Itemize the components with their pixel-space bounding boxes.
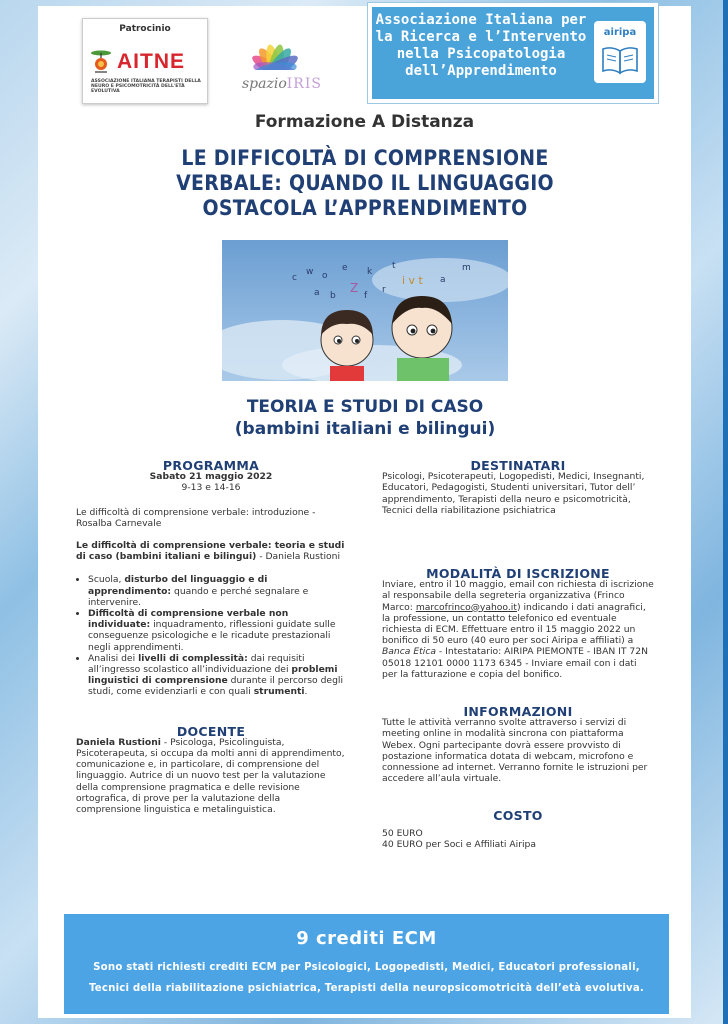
iris-wordmark: spazioIRIS: [242, 76, 322, 92]
aitne-logo: [89, 47, 185, 77]
iscrizione-text: Inviare, entro il 10 maggio, email con richiesta di iscrizione al responsabile della segreteria organizzativa (Frinco Marco: marcofrinco@yahoo.it) indicando i dati anagrafici, la professione, un contatto telefonico ed eventuale richiesta di ECM. Effettuare entro il 15 maggio 2022 un bonifico di 50 euro (40 euro per soci Airipa e affiliati) a Banca Etica - Intestatario: AIRIPA PIEMONTE - IBAN IT 72N 05018 12101 0000 1173 6345 - Inviare email con i dati per la fatturazione e copia del bonifico.: [382, 579, 654, 680]
programma-hours: 9-13 e 14-16: [181, 482, 241, 494]
costo-heading: COSTO: [493, 808, 543, 824]
svg-text:f: f: [364, 291, 368, 301]
svg-text:i v t: i v t: [402, 274, 423, 287]
patrocinio-label: Patrocinio: [119, 24, 171, 34]
programma-item-intro: Le difficoltà di comprensione verbale: introduzione - Rosalba Carnevale: [76, 506, 316, 529]
programma-date: Sabato 21 maggio 2022: [149, 471, 273, 483]
programma-bullet-list: [76, 574, 346, 697]
event-subtitle: TEORIA E STUDI DI CASO (bambini italiani e bilingui): [234, 397, 496, 439]
airipa-logo: airipa: [594, 21, 646, 83]
informazioni-heading: INFORMAZIONI: [463, 704, 573, 720]
email-link[interactable]: marcofrinco@yahoo.it: [415, 601, 517, 613]
svg-text:w: w: [306, 267, 314, 277]
cartoon-children-illustration: [222, 240, 508, 381]
ecm-banner: [64, 914, 669, 1014]
svg-text:a: a: [440, 275, 446, 285]
iscrizione-heading: MODALITÀ DI ISCRIZIONE: [426, 566, 610, 582]
event-title: LE DIFFICOLTÀ DI COMPRENSIONE VERBALE: QUANDO IL LINGUAGGIO OSTACOLA L’APPRENDIMENTO: [176, 146, 554, 220]
programma-heading: PROGRAMMA: [162, 458, 260, 473]
svg-text:k: k: [367, 267, 373, 277]
right-accent-line: [723, 0, 728, 1024]
programma-item-teoria: Le difficoltà di comprensione verbale: teoria e studi di caso (bambini italiani e bilingui) - Daniela Rustioni: [76, 540, 345, 563]
airipa-box: [368, 3, 658, 103]
svg-text:r: r: [382, 285, 386, 295]
docente-bio: Daniela Rustioni - Psicologa, Psicolinguista, Psicoterapeuta, si occupa da molti anni di apprendimento, comunicazione e, in particolare, di comprensione del linguaggio. Autrice di un nuovo test per la valutazione della comprensione pragmatica e delle revisione ortografica, di prove per la valutazione della comprensione linguistica e metalinguistica.: [76, 736, 345, 816]
svg-text:m: m: [462, 263, 471, 273]
svg-text:a: a: [314, 288, 320, 298]
svg-text:t: t: [392, 261, 396, 271]
svg-text:c: c: [292, 273, 297, 283]
svg-text:Z: Z: [350, 281, 359, 295]
airipa-name: Associazione Italiana per la Ricerca e l’Intervento nella Psicopatologia dell’Apprendimento: [375, 12, 587, 79]
destinatari-text: Psicologi, Psicoterapeuti, Logopedisti, Medici, Insegnanti, Educatori, Pedagogisti, Studenti universitari, Tutor dell’ apprendimento, Terapisti della neuro e psicomotricità, Tecnici della riabilitazione psichiatrica: [382, 471, 645, 516]
list-item: • Difficoltà di comprensione verbale non individuate: inquadramento, riflessioni guidate sulle conseguenze psicologiche e le ricadute prestazionali negli apprendimenti.: [88, 608, 346, 653]
costo-line-2: 40 EURO per Soci e Affiliati Airipa: [382, 838, 537, 850]
informazioni-text: Tutte le attività verranno svolte attraverso i servizi di meeting online in modalità sincrona con piattaforma Webex. Ogni partecipante dovrà essere provvisto di postazione informatica dotata di webcam, microfono e connessione ad internet. Verranno fornite le istruzioni per accedere all’aula virtuale.: [382, 717, 648, 785]
event-format: Formazione A Distanza: [254, 112, 475, 132]
ecm-heading: 9 crediti ECM: [296, 928, 437, 949]
svg-text:b: b: [330, 291, 336, 301]
right-column: [382, 460, 654, 850]
aitne-name: AITNE: [117, 50, 185, 73]
svg-text:o: o: [322, 271, 328, 281]
aitne-full-name: ASSOCIAZIONE ITALIANA TERAPISTI DELLA NEURO E PSICOMOTRICITÀ DELL'ETÀ EVOLUTIVA: [91, 79, 201, 94]
destinatari-heading: DESTINATARI: [470, 458, 566, 473]
list-item: • Analisi dei livelli di complessità: dai requisiti all’ingresso scolastico all’individuazione dei problemi linguistici di comprensione durante il percorso degli studi, come evidenziarli e con quali strumenti.: [88, 653, 346, 698]
svg-text:e: e: [342, 263, 348, 273]
aitne-helicopter-icon: [89, 47, 113, 77]
patrocinio-box: [82, 18, 208, 104]
costo-line-1: 50 EURO: [382, 827, 423, 839]
open-book-icon: [600, 45, 640, 75]
left-column: [76, 460, 346, 815]
ecm-text: Sono stati richiesti crediti ECM per Psicologici, Logopedisti, Medici, Educatori professionali, Tecnici della riabilitazione psichiatrica, Terapisti della neuropsicomotricità dell’età evolutiva.: [88, 962, 645, 994]
list-item: • Scuola, disturbo del linguaggio e di apprendimento: quando e perché segnalare e intervenire.: [88, 574, 346, 608]
docente-heading: DOCENTE: [176, 723, 246, 739]
